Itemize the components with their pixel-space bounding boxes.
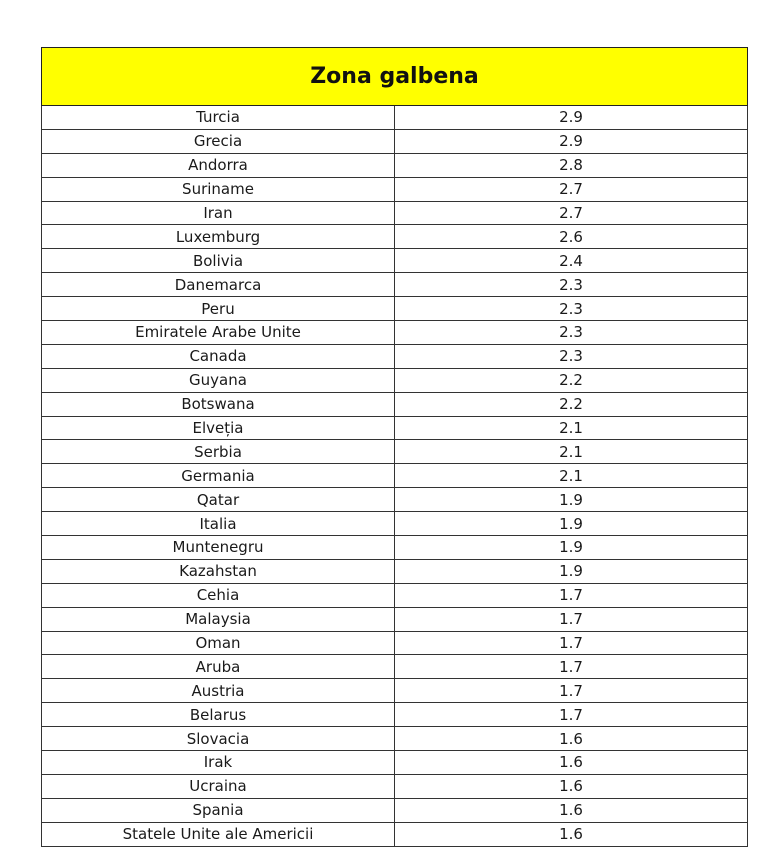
value-cell: 1.6 bbox=[395, 774, 748, 798]
value-cell: 1.7 bbox=[395, 583, 748, 607]
table-row bbox=[42, 344, 748, 368]
value-cell: 2.3 bbox=[395, 273, 748, 297]
value-cell: 1.7 bbox=[395, 631, 748, 655]
table-row bbox=[42, 297, 748, 321]
table-row bbox=[42, 392, 748, 416]
table-title: Zona galbena bbox=[42, 48, 748, 106]
country-cell: Spania bbox=[42, 798, 395, 822]
value-cell: 2.7 bbox=[395, 177, 748, 201]
value-cell: 2.8 bbox=[395, 153, 748, 177]
country-cell: Malaysia bbox=[42, 607, 395, 631]
value-cell: 1.6 bbox=[395, 798, 748, 822]
country-cell: Germania bbox=[42, 464, 395, 488]
country-cell: Qatar bbox=[42, 488, 395, 512]
country-cell: Statele Unite ale Americii bbox=[42, 822, 395, 846]
table-row bbox=[42, 751, 748, 775]
value-cell: 2.4 bbox=[395, 249, 748, 273]
value-cell: 2.9 bbox=[395, 106, 748, 130]
value-cell: 2.2 bbox=[395, 392, 748, 416]
country-cell: Ucraina bbox=[42, 774, 395, 798]
table-row bbox=[42, 798, 748, 822]
country-cell: Emiratele Arabe Unite bbox=[42, 321, 395, 345]
table-row bbox=[42, 583, 748, 607]
table-row bbox=[42, 129, 748, 153]
table-row bbox=[42, 273, 748, 297]
value-cell: 1.7 bbox=[395, 655, 748, 679]
table-row bbox=[42, 488, 748, 512]
table-row bbox=[42, 225, 748, 249]
value-cell: 2.1 bbox=[395, 440, 748, 464]
table-row bbox=[42, 249, 748, 273]
table-row bbox=[42, 321, 748, 345]
value-cell: 1.9 bbox=[395, 536, 748, 560]
country-cell: Belarus bbox=[42, 703, 395, 727]
country-cell: Suriname bbox=[42, 177, 395, 201]
value-cell: 1.9 bbox=[395, 512, 748, 536]
table-row bbox=[42, 774, 748, 798]
table-row bbox=[42, 153, 748, 177]
table-row bbox=[42, 201, 748, 225]
value-cell: 2.3 bbox=[395, 344, 748, 368]
country-cell: Kazahstan bbox=[42, 559, 395, 583]
table-body bbox=[42, 106, 748, 847]
value-cell: 1.6 bbox=[395, 751, 748, 775]
value-cell: 1.7 bbox=[395, 703, 748, 727]
table-row bbox=[42, 536, 748, 560]
value-cell: 2.3 bbox=[395, 297, 748, 321]
country-cell: Cehia bbox=[42, 583, 395, 607]
value-cell: 1.6 bbox=[395, 727, 748, 751]
table-row bbox=[42, 822, 748, 846]
value-cell: 1.9 bbox=[395, 488, 748, 512]
table-row bbox=[42, 559, 748, 583]
country-cell: Turcia bbox=[42, 106, 395, 130]
table-header-row bbox=[42, 48, 748, 106]
table-row bbox=[42, 416, 748, 440]
country-cell: Grecia bbox=[42, 129, 395, 153]
table-row bbox=[42, 512, 748, 536]
country-cell: Luxemburg bbox=[42, 225, 395, 249]
country-cell: Iran bbox=[42, 201, 395, 225]
country-cell: Slovacia bbox=[42, 727, 395, 751]
table-row bbox=[42, 655, 748, 679]
value-cell: 1.7 bbox=[395, 607, 748, 631]
table-row bbox=[42, 368, 748, 392]
value-cell: 2.7 bbox=[395, 201, 748, 225]
value-cell: 2.9 bbox=[395, 129, 748, 153]
country-cell: Danemarca bbox=[42, 273, 395, 297]
value-cell: 2.1 bbox=[395, 464, 748, 488]
country-cell: Muntenegru bbox=[42, 536, 395, 560]
yellow-zone-table bbox=[41, 47, 748, 847]
country-cell: Serbia bbox=[42, 440, 395, 464]
value-cell: 2.6 bbox=[395, 225, 748, 249]
value-cell: 2.3 bbox=[395, 321, 748, 345]
value-cell: 1.6 bbox=[395, 822, 748, 846]
country-cell: Botswana bbox=[42, 392, 395, 416]
table-row bbox=[42, 106, 748, 130]
yellow-zone-table-wrapper bbox=[41, 47, 748, 847]
table-row bbox=[42, 727, 748, 751]
value-cell: 1.9 bbox=[395, 559, 748, 583]
country-cell: Italia bbox=[42, 512, 395, 536]
country-cell: Elveția bbox=[42, 416, 395, 440]
country-cell: Aruba bbox=[42, 655, 395, 679]
country-cell: Canada bbox=[42, 344, 395, 368]
table-row bbox=[42, 703, 748, 727]
value-cell: 1.7 bbox=[395, 679, 748, 703]
country-cell: Austria bbox=[42, 679, 395, 703]
country-cell: Guyana bbox=[42, 368, 395, 392]
table-row bbox=[42, 631, 748, 655]
value-cell: 2.1 bbox=[395, 416, 748, 440]
country-cell: Peru bbox=[42, 297, 395, 321]
country-cell: Andorra bbox=[42, 153, 395, 177]
table-row bbox=[42, 464, 748, 488]
table-row bbox=[42, 177, 748, 201]
table-row bbox=[42, 679, 748, 703]
country-cell: Bolivia bbox=[42, 249, 395, 273]
table-row bbox=[42, 440, 748, 464]
table-row bbox=[42, 607, 748, 631]
country-cell: Irak bbox=[42, 751, 395, 775]
country-cell: Oman bbox=[42, 631, 395, 655]
value-cell: 2.2 bbox=[395, 368, 748, 392]
